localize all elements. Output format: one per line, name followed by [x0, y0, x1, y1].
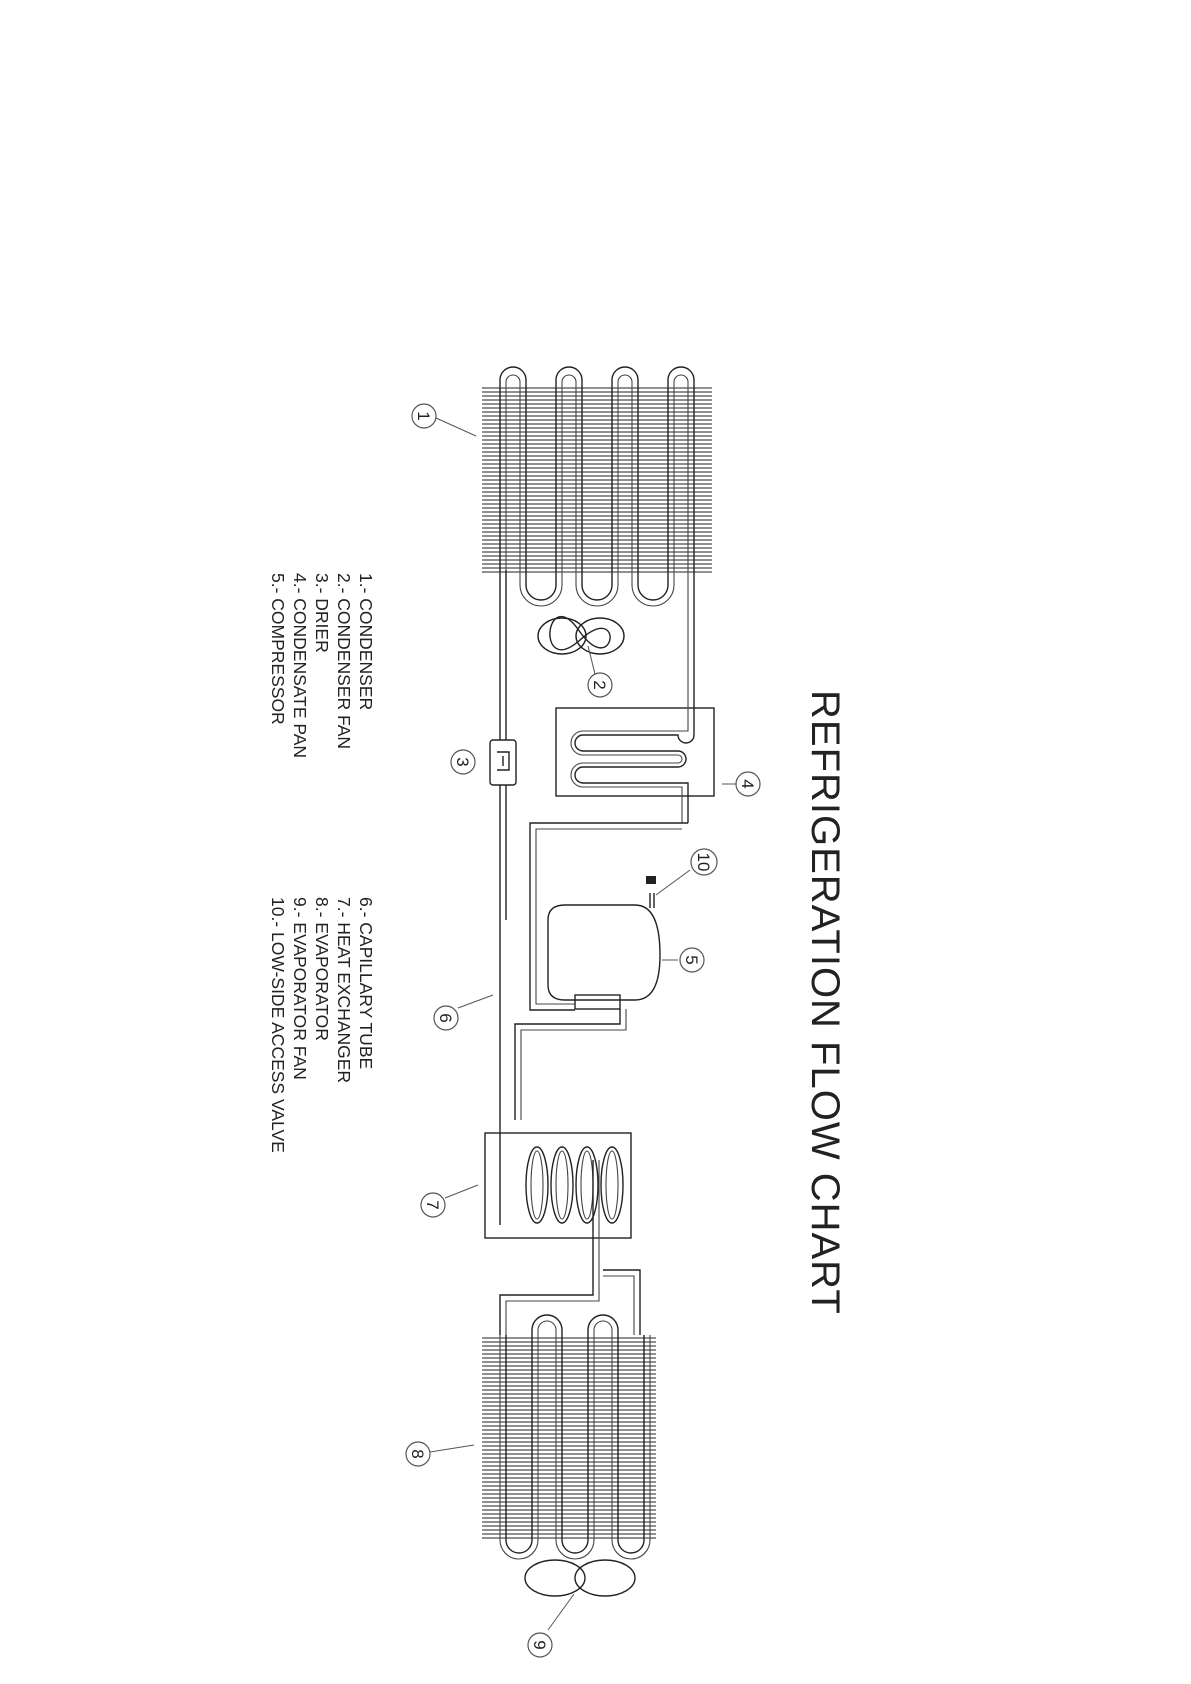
legend-item: 2.- CONDENSER FAN	[334, 573, 354, 749]
callout-10	[656, 849, 717, 895]
legend-item: 5.- COMPRESSOR	[268, 573, 288, 725]
callout-label: 8	[408, 1449, 427, 1459]
legend-item: 3.- DRIER	[312, 573, 332, 653]
condensate-pan	[556, 705, 714, 823]
compressor	[548, 876, 660, 1009]
legend-item: 10.- LOW-SIDE ACCESS VALVE	[268, 897, 288, 1153]
legend-item: 4.- CONDENSATE PAN	[290, 573, 310, 759]
callout-9	[528, 1594, 574, 1657]
callout-label: 2	[590, 680, 609, 690]
drier	[490, 740, 516, 785]
condenser-fins	[482, 388, 712, 572]
callout-8	[406, 1442, 474, 1466]
suction-line	[515, 1009, 626, 1120]
legend-item: 1.- CONDENSER	[356, 573, 376, 711]
legend-item: 9.- EVAPORATOR FAN	[290, 897, 310, 1080]
callout-label: 9	[530, 1640, 549, 1650]
heat-exchanger	[485, 1120, 640, 1335]
evaporator-fan	[525, 1560, 635, 1596]
callout-3	[451, 750, 475, 774]
callout-6	[434, 995, 493, 1030]
callout-label: 4	[738, 779, 757, 789]
liquid-line	[500, 570, 506, 1120]
callout-label: 5	[682, 955, 701, 965]
callout-label: 3	[453, 757, 472, 767]
callout-4	[722, 772, 760, 796]
callout-label: 7	[423, 1200, 442, 1210]
legend-item: 7.- HEAT EXCHANGER	[334, 897, 354, 1084]
evaporator	[482, 1315, 656, 1559]
legend-item: 8.- EVAPORATOR	[312, 897, 332, 1041]
callout-label: 10	[694, 852, 713, 872]
legend-right	[268, 897, 376, 1153]
diagram-title: REFRIGERATION FLOW CHART	[803, 690, 847, 1315]
legend-item: 6.- CAPILLARY TUBE	[356, 897, 376, 1070]
callout-5	[662, 948, 704, 972]
callout-1	[412, 404, 476, 436]
legend-left	[268, 573, 376, 758]
evaporator-fins	[482, 1338, 656, 1538]
callout-7	[421, 1185, 478, 1217]
condenser-fan	[538, 617, 624, 654]
callout-label: 1	[414, 411, 433, 421]
callout-label: 6	[436, 1013, 455, 1023]
discharge-line	[530, 823, 688, 1010]
